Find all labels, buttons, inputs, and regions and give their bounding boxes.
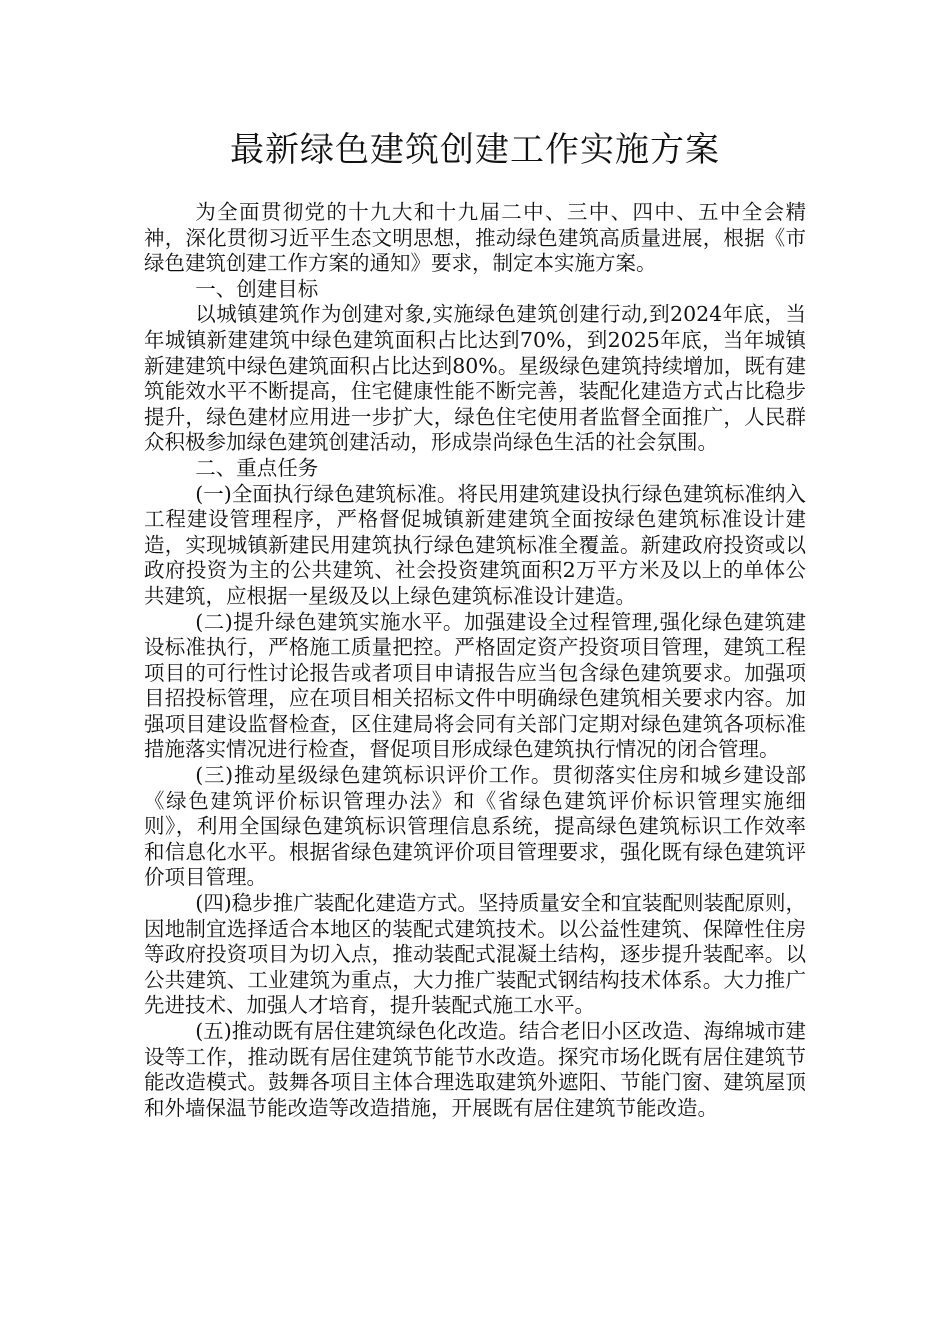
task-paragraph-2: (二)提升绿色建筑实施水平。加强建设全过程管理,强化绿色建筑建设标准执行，严格施工质量把控。严格固定资产投资项目管理，建筑工程项目的可行性讨论报告或者项目申请报告应当包含绿色建筑要求。加强项目招投标管理，应在项目相关招标文件中明确绿色建筑相关要求内容。加强项目建设监督检查，区住建局将会同有关部门定期对绿色建筑各项标准措施落实情况进行检查，督促项目形成绿色建筑执行情况的闭合管理。 bbox=[144, 609, 806, 762]
section-heading-goals: 一、创建目标 bbox=[195, 276, 319, 301]
goals-paragraph: 以城镇建筑作为创建对象,实施绿色建筑创建行动,到2024年底，当年城镇新建建筑中绿色建筑面积占比达到70%，到2025年底，当年城镇新建建筑中绿色建筑面积占比达到80%。星级绿色建筑持续增加，既有建筑能效水平不断提高，住宅健康性能不断完善，装配化建造方式占比稳步提升，绿色建材应用进一步扩大，绿色住宅使用者监督全面推广，人民群众积极参加绿色建筑创建活动，形成崇尚绿色生活的社会氛围。 bbox=[144, 302, 806, 455]
document-title: 最新绿色建筑创建工作实施方案 bbox=[230, 130, 720, 170]
section-heading-tasks: 二、重点任务 bbox=[195, 455, 319, 480]
task-paragraph-1: (一)全面执行绿色建筑标准。将民用建筑建设执行绿色建筑标准纳入工程建设管理程序，严格督促城镇新建建筑全面按绿色建筑标准设计建造，实现城镇新建民用建筑执行绿色建筑标准全覆盖。新建政府投资或以政府投资为主的公共建筑、社会投资建筑面积2万平方米及以上的单体公共建筑，应根据一星级及以上绿色建筑标准设计建造。 bbox=[144, 481, 806, 608]
task-paragraph-4: (四)稳步推广装配化建造方式。坚持质量安全和宜装配则装配原则，因地制宜选择适合本地区的装配式建筑技术。以公益性建筑、保障性住房等政府投资项目为切入点，推动装配式混凝土结构，逐步提升装配率。以公共建筑、工业建筑为重点，大力推广装配式钢结构技术体系。大力推广先进技术、加强人才培育，提升装配式施工水平。 bbox=[144, 891, 806, 1018]
intro-paragraph: 为全面贯彻党的十九大和十九届二中、三中、四中、五中全会精神，深化贯彻习近平生态文明思想，推动绿色建筑高质量进展，根据《市绿色建筑创建工作方案的通知》要求，制定本实施方案。 bbox=[144, 200, 806, 276]
task-paragraph-3: (三)推动星级绿色建筑标识评价工作。贯彻落实住房和城乡建设部《绿色建筑评价标识管理办法》和《省绿色建筑评价标识管理实施细则》，利用全国绿色建筑标识管理信息系统，提高绿色建筑标识工作效率和信息化水平。根据省绿色建筑评价项目管理要求，强化既有绿色建筑评价项目管理。 bbox=[144, 763, 806, 890]
document-body bbox=[144, 200, 806, 1121]
task-paragraph-5: (五)推动既有居住建筑绿色化改造。结合老旧小区改造、海绵城市建设等工作，推动既有居住建筑节能节水改造。探究市场化既有居住建筑节能改造模式。鼓舞各项目主体合理选取建筑外遮阳、节能门窗、建筑屋顶和外墙保温节能改造等改造措施，开展既有居住建筑节能改造。 bbox=[144, 1019, 806, 1120]
